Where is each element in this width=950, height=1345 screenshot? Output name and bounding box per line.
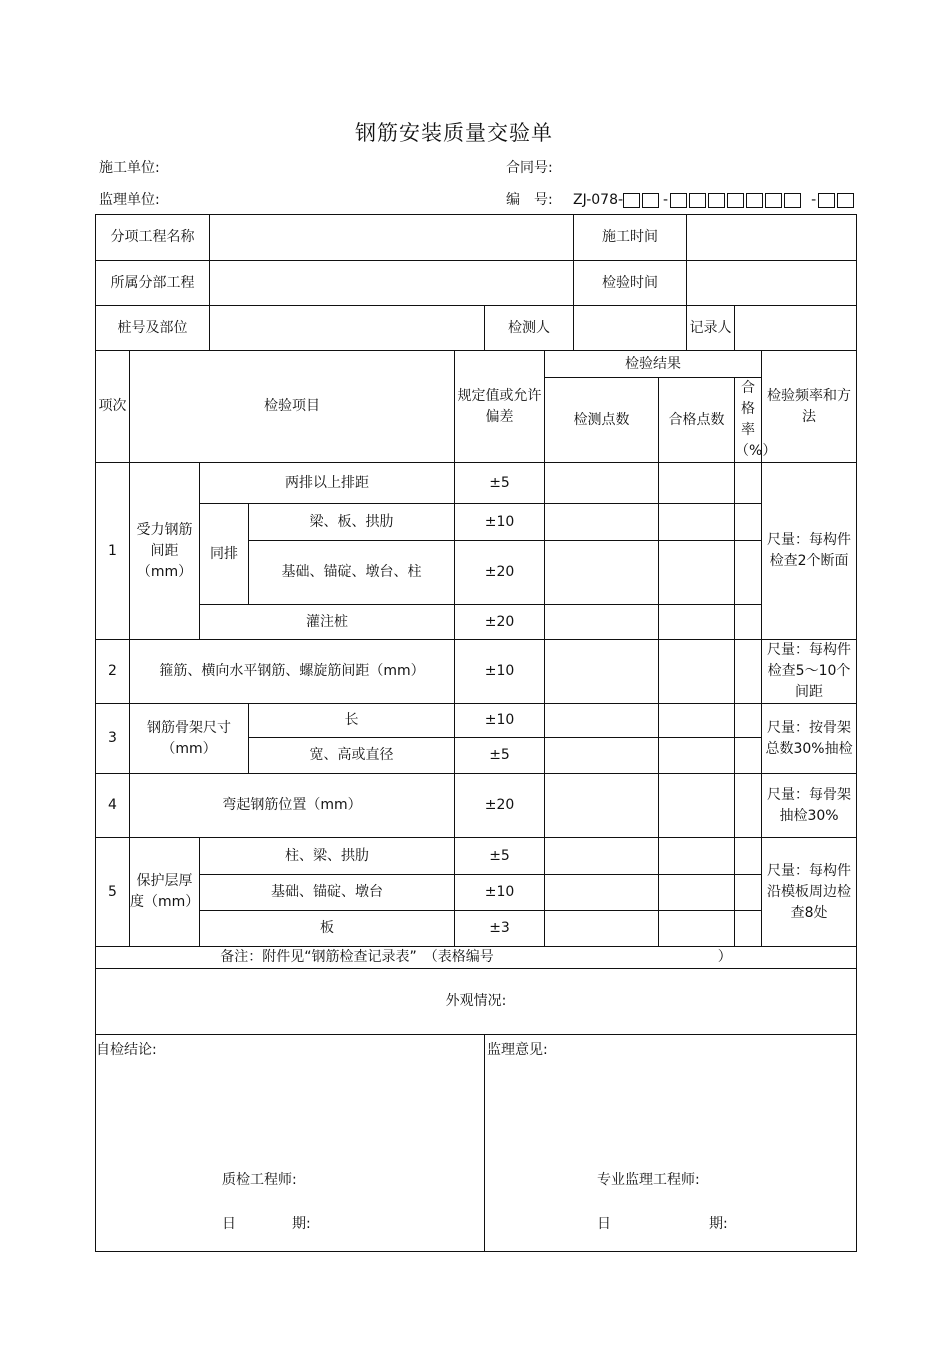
pass-rate-cell[interactable] (735, 774, 762, 838)
supervising-engineer-label: 专业监理工程师: (597, 1171, 700, 1188)
number-label: 编 号: (506, 192, 553, 208)
item-label: 柱、梁、拱肋 (200, 838, 455, 875)
info-row-1 (96, 215, 857, 261)
code-box (818, 193, 835, 208)
points-cell[interactable] (545, 541, 659, 605)
contractor-label: 施工单位: (99, 160, 160, 176)
pass-points-cell[interactable] (659, 463, 735, 504)
table-row (96, 605, 857, 640)
method-cell: 尺量：每构件检查2个断面 (762, 463, 857, 640)
item-label: 基础、锚碇、墩台 (200, 875, 455, 911)
spec-value: ±5 (455, 838, 545, 875)
item-group-label: 受力钢筋间距（mm） (130, 463, 200, 640)
pass-rate-cell[interactable] (735, 541, 762, 605)
method-cell: 尺量：每构件沿模板周边检查8处 (762, 838, 857, 947)
pass-rate-cell[interactable] (735, 463, 762, 504)
table-row (96, 838, 857, 875)
info-row-2 (96, 261, 857, 306)
pass-points-cell[interactable] (659, 774, 735, 838)
item-no: 4 (96, 774, 130, 838)
spec-value: ±10 (455, 875, 545, 911)
inspector-label: 检测人 (485, 306, 574, 351)
item-label: 宽、高或直径 (249, 738, 455, 774)
table-header-row-1 (96, 351, 857, 378)
table-row (96, 875, 857, 911)
result-header: 检验结果 (545, 351, 762, 378)
supervision-opinion-label: 监理意见: (487, 1041, 548, 1058)
code-prefix: ZJ-078- (573, 192, 624, 208)
pass-rate-cell[interactable] (735, 640, 762, 704)
item-label: 基础、锚碇、墩台、柱 (249, 541, 455, 605)
item-label: 梁、板、拱肋 (249, 504, 455, 541)
pass-points-cell[interactable] (659, 640, 735, 704)
pile-location-field[interactable] (210, 306, 485, 351)
pass-points-cell[interactable] (659, 605, 735, 640)
pass-rate-cell[interactable] (735, 738, 762, 774)
spec-value: ±5 (455, 738, 545, 774)
points-cell[interactable] (545, 504, 659, 541)
date-right-label: 日 期: (597, 1215, 728, 1232)
method-cell: 尺量：每构件检查5～10个间距 (762, 640, 857, 704)
frequency-header: 检验频率和方法 (762, 351, 857, 463)
pass-rate-cell[interactable] (735, 504, 762, 541)
item-label: 板 (200, 911, 455, 947)
code-box (784, 193, 801, 208)
code-separator: - (811, 192, 817, 208)
document-code (573, 192, 856, 208)
remark-row (96, 947, 857, 969)
pass-rate-cell[interactable] (735, 838, 762, 875)
table-row (96, 704, 857, 738)
appearance-label: 外观情况: (445, 993, 507, 1009)
self-check-label: 自检结论: (96, 1041, 157, 1058)
code-boxes-group-3 (818, 193, 856, 208)
appearance-field[interactable] (96, 969, 857, 1035)
contract-no-label: 合同号: (506, 160, 553, 176)
recorder-label: 记录人 (687, 306, 735, 351)
appearance-row (96, 969, 857, 1035)
code-separator: - (663, 192, 669, 208)
pass-points-cell[interactable] (659, 504, 735, 541)
table-row (96, 640, 857, 704)
item-no: 5 (96, 838, 130, 947)
pass-rate-cell[interactable] (735, 875, 762, 911)
page-title: 钢筋安装质量交验单 (355, 121, 553, 145)
pass-points-header: 合格点数 (659, 378, 735, 463)
parent-project-field[interactable] (210, 261, 574, 306)
points-cell[interactable] (545, 838, 659, 875)
signature-row (96, 1035, 857, 1252)
code-box (746, 193, 763, 208)
item-no: 3 (96, 704, 130, 774)
sub-group-label: 同排 (200, 504, 249, 605)
sub-project-name-field[interactable] (210, 215, 574, 261)
parent-project-label: 所属分部工程 (96, 261, 210, 306)
pass-points-cell[interactable] (659, 738, 735, 774)
inspection-time-field[interactable] (687, 261, 857, 306)
spec-value: ±20 (455, 774, 545, 838)
construction-time-field[interactable] (687, 215, 857, 261)
item-label: 弯起钢筋位置（mm） (130, 774, 455, 838)
spec-value: ±20 (455, 605, 545, 640)
points-cell[interactable] (545, 640, 659, 704)
table-row (96, 774, 857, 838)
qc-engineer-label: 质检工程师: (222, 1171, 297, 1188)
code-box (623, 193, 640, 208)
spec-value: ±10 (455, 640, 545, 704)
code-boxes-group-1 (623, 193, 661, 208)
recorder-field[interactable] (735, 306, 857, 351)
item-no: 1 (96, 463, 130, 640)
info-row-3 (96, 306, 857, 351)
item-no-header: 项次 (96, 351, 130, 463)
item-label: 长 (249, 704, 455, 738)
points-cell[interactable] (545, 704, 659, 738)
spec-value: ±5 (455, 463, 545, 504)
points-cell[interactable] (545, 463, 659, 504)
date-left-label: 日 期: (222, 1215, 311, 1232)
supervision-opinion-field[interactable] (485, 1035, 857, 1252)
inspection-form-table (95, 214, 857, 1252)
table-row (96, 504, 857, 541)
points-cell[interactable] (545, 605, 659, 640)
points-cell[interactable] (545, 738, 659, 774)
sub-project-name-label: 分项工程名称 (96, 215, 210, 261)
inspector-field[interactable] (574, 306, 687, 351)
code-box (837, 193, 854, 208)
code-box (689, 193, 706, 208)
pass-rate-header: 合格率（%） (735, 378, 762, 463)
method-cell: 尺量：按骨架总数30%抽检 (762, 704, 857, 774)
code-box (642, 193, 659, 208)
pile-location-label: 桩号及部位 (96, 306, 210, 351)
code-box (727, 193, 744, 208)
inspection-time-label: 检验时间 (574, 261, 687, 306)
pass-points-cell[interactable] (659, 911, 735, 947)
supervisor-label: 监理单位: (99, 192, 160, 208)
inspection-item-header: 检验项目 (130, 351, 455, 463)
table-row (96, 911, 857, 947)
pass-rate-cell[interactable] (735, 911, 762, 947)
item-group-label: 钢筋骨架尺寸（mm） (130, 704, 249, 774)
item-label: 灌注桩 (200, 605, 455, 640)
code-box (765, 193, 782, 208)
spec-value: ±20 (455, 541, 545, 605)
code-box (670, 193, 687, 208)
points-cell[interactable] (545, 774, 659, 838)
pass-points-cell[interactable] (659, 704, 735, 738)
code-box (708, 193, 725, 208)
spec-value: ±3 (455, 911, 545, 947)
code-boxes-group-2 (670, 193, 803, 208)
item-no: 2 (96, 640, 130, 704)
item-label: 箍筋、横向水平钢筋、螺旋筋间距（mm） (130, 640, 455, 704)
table-row (96, 463, 857, 504)
pass-rate-cell[interactable] (735, 605, 762, 640)
points-cell[interactable] (545, 875, 659, 911)
points-header: 检测点数 (545, 378, 659, 463)
points-cell[interactable] (545, 911, 659, 947)
pass-rate-cell[interactable] (735, 704, 762, 738)
construction-time-label: 施工时间 (574, 215, 687, 261)
pass-points-cell[interactable] (659, 541, 735, 605)
pass-points-cell[interactable] (659, 875, 735, 911)
item-group-label: 保护层厚度（mm） (130, 838, 200, 947)
pass-points-cell[interactable] (659, 838, 735, 875)
remark-text: 备注：附件见“钢筋检查记录表” （表格编号 ） (96, 947, 857, 969)
item-label: 两排以上排距 (200, 463, 455, 504)
spec-value-header: 规定值或允许偏差 (455, 351, 545, 463)
spec-value: ±10 (455, 504, 545, 541)
self-check-field[interactable] (96, 1035, 485, 1252)
spec-value: ±10 (455, 704, 545, 738)
method-cell: 尺量：每骨架抽检30% (762, 774, 857, 838)
